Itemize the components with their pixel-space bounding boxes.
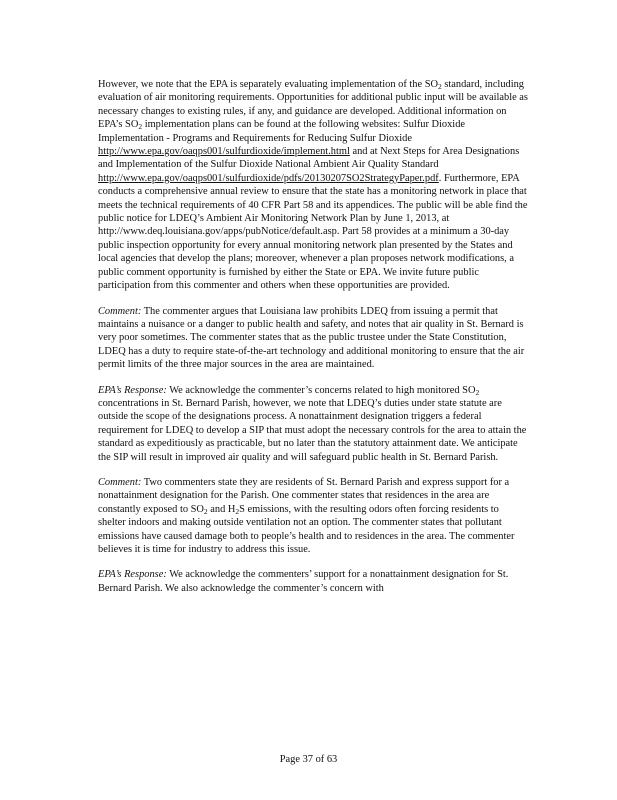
text: standard, including evaluation of air monitoring requirements. Opportunities for additional public input will be available as necessary changes to existing rules, if any, and guidance are developed. Additional information on EPA’s SO (98, 79, 528, 131)
text: . Furthermore, EPA conducts a comprehensive annual review to ensure that the state has a monitoring network in place that meets the technical requirements of 40 CFR Part 58 and its appendices. The public will be able find the public notice for LDEQ’s Ambient Air Monitoring Network Plan by June 1, 2013, at http://www.deq.louisiana.gov/apps/pubNotice/default.asp. Part 58 provides at a minimum a 30-day public inspection opportunity for every annual monitoring network plan presented by the States and local agencies that develop the plans; moreover, whenever a plan proposes network modifications, a public comment opportunity is furnished by either the State or EPA. We invite future public participation from this commenter and others when these opportunities are provided. (98, 172, 528, 292)
paragraph-epa-response-2 (98, 568, 528, 595)
comment-label: Comment: (98, 305, 142, 317)
paragraph-epa-response-1 (98, 384, 528, 464)
text: S emissions, with the resulting odors often forcing residents to shelter indoors and making outside ventilation not an option. The commenter states that pollutant emissions have caused damage both to people’s health and to residences in the area. The commenter believes it is time for industry to address this issue. (98, 503, 515, 555)
subscript: 2 (438, 82, 442, 91)
paragraph-so2-implementation (98, 78, 528, 293)
subscript: 2 (475, 387, 480, 397)
response-label: EPA’s Response: (98, 569, 167, 581)
text: However, we note that the EPA is separately evaluating implementation of the SO (98, 79, 438, 90)
text: and at Next Steps for Area Designations and Implementation of the Sulfur Dioxide National Ambient Air Quality Standard (98, 146, 520, 171)
comment-label: Comment: (98, 476, 142, 488)
text: The commenter argues that Louisiana law prohibits LDEQ from issuing a permit that maintains a nuisance or a danger to public health and safety, and notes that air quality in St. Bernard is very poor sometimes. The commenter states that as the public trustee under the State Constitution, LDEQ has a duty to require state-of-the-art technology and additional monitoring to ensure that the air permit limits of the three major sources in the area are maintained. (98, 305, 525, 371)
page-number: Page 37 of 63 (279, 754, 338, 765)
subscript: 2 (235, 506, 240, 516)
subscript: 2 (138, 122, 143, 132)
document-body (98, 78, 528, 607)
text: We acknowledge the commenter’s concerns related to high monitored SO (166, 384, 476, 396)
implement-link[interactable]: http://www.epa.gov/oaqps001/sulfurdioxide/implement.html (98, 146, 350, 158)
text: We acknowledge the commenters’ support for a nonattainment designation for St. Bernard Parish. We also acknowledge the commenter’s concern with (98, 569, 509, 594)
text: concentrations in St. Bernard Parish, however, we note that LDEQ’s duties under state statute are outside the scope of the designations process. A nonattainment designation triggers a federal requirement for LDEQ to develop a SIP that must adopt the necessary controls for the area to attain the standard as expeditiously as practicable, but no later than the statutory attainment date. We anticipate the SIP will result in improved air quality and will safeguard public health in St. Bernard Parish. (98, 397, 527, 463)
text: and H (207, 503, 236, 515)
subscript: 2 (203, 506, 208, 516)
paragraph-comment-residents (98, 476, 528, 556)
text: implementation plans can be found at the following websites: Sulfur Dioxide Implementation - Programs and Requirements for Reducing Sulfur Dioxide (98, 119, 466, 144)
strategy-paper-link[interactable]: http://www.epa.gov/oaqps001/sulfurdioxide/pdfs/20130207SO2StrategyPaper.pdf (98, 172, 439, 184)
paragraph-comment-louisiana-law (98, 305, 528, 372)
text: Two commenters state they are residents of St. Bernard Parish and express support for a nonattainment designation for the Parish. One commenter states that residences in the area are constantly exposed to SO (98, 476, 510, 515)
response-label: EPA’s Response: (98, 384, 167, 396)
